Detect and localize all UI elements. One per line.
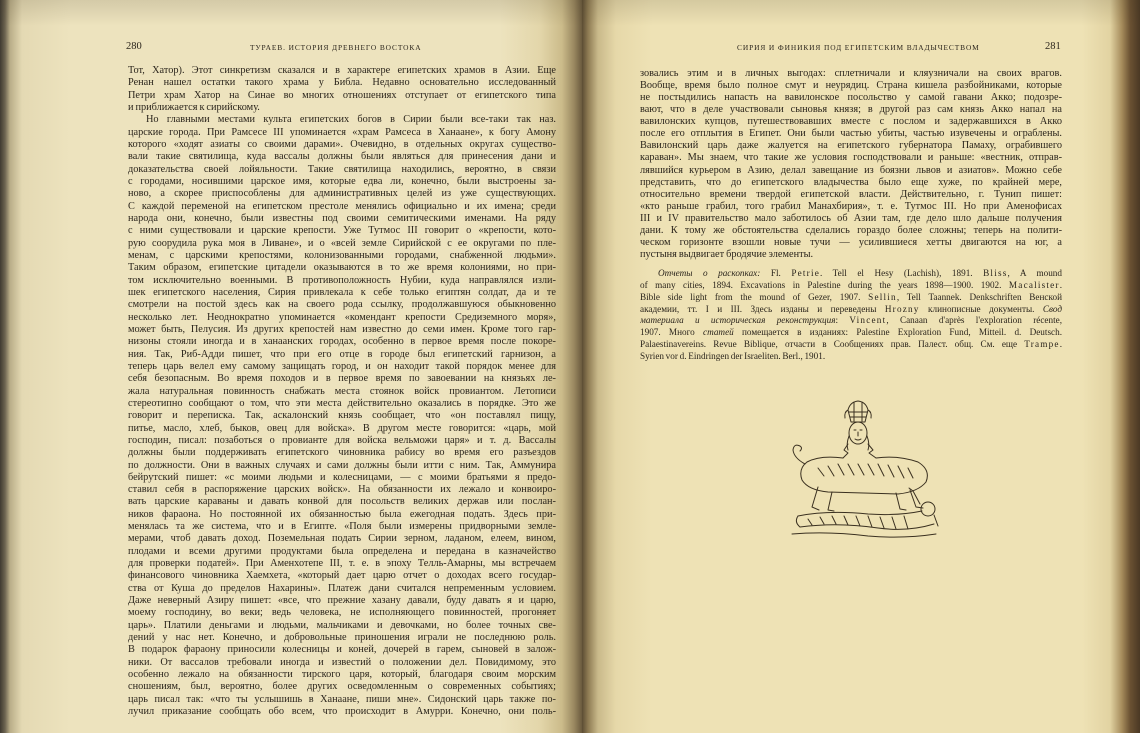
bibliography-line: [640, 292, 1062, 304]
bibliography-segment: помещается в изданиях: Palestine Exploration Fund, Mitteil. d. Deutsch.: [733, 327, 1062, 338]
text-line: III и IV правительство мало заботилось об Азии там, где дело шло дальше получения: [640, 212, 1062, 224]
right-page: [582, 0, 1140, 733]
bibliography-line: [640, 280, 1062, 292]
bibliography-segment: Petrie: [791, 268, 820, 278]
text-line: особенно лежало на обязанности тирского царя, который, благодаря своим морским: [128, 669, 556, 681]
bibliography-segment: Macalister: [1008, 279, 1060, 290]
text-line: низоны стояли иногда и в ханаанских городах, особенно в первое время после покоре-: [128, 336, 556, 348]
running-head-left: ТУРАЕВ. ИСТОРИЯ ДРЕВНЕГО ВОСТОКА: [250, 43, 422, 52]
right-body-text: [640, 68, 1062, 261]
bibliography-segment: статей: [703, 327, 734, 338]
text-line: финансового чиновника Хаемхета, «который дает царю отчет о доходах всего государ-: [128, 570, 556, 582]
text-line: ния. Так, Риб-Адди пишет, что при его отце в городе был египетский гарнизон, а: [128, 348, 556, 360]
bibliography-segment: :: [835, 315, 850, 326]
fallen-figure: [792, 488, 938, 537]
bibliography-segment: 1907. Много: [640, 327, 704, 338]
text-line: С каждой переменой на египетском престоле менялись официально и их имена; среди: [128, 200, 556, 212]
bibliography-segment: .: [1059, 279, 1062, 290]
text-line: вают, что в деле участвовали сыновья князя; в другой раз сам князь Акко напал на: [640, 104, 1062, 116]
sphinx-head: [847, 422, 869, 450]
text-line: царские города. При Рамсесе III упоминается «храм Рамсеса в Ханаане», к богу Амону: [128, 126, 556, 138]
text-line: Вавилонский царь даже жалуется на египетского губернатора Памаху, ограбившего: [640, 140, 1062, 152]
text-line: Таким образом, египетские цитадели оказываются в то же время колониями, но при-: [128, 262, 556, 274]
bibliography-segment: Vincent: [849, 315, 887, 326]
bibliography-line: [640, 268, 1062, 280]
text-line: лявшийся курьером в Азию, делал завещание из боязни львов и азиатов». Можно себе: [640, 164, 1062, 176]
bibliography-segment: клинописные документы.: [919, 303, 1043, 314]
text-line: после его отплытия в Египет. Они были частью убиты, частью изувечены и ограблены.: [640, 128, 1062, 140]
text-line: питье, масло, хлеб, быков, овец для войска». В другом месте говорится: «царь, мой: [128, 422, 556, 434]
text-line: Ренан нашел остатки такого храма у Библа. Недавно основательно исследованный: [128, 77, 556, 89]
bibliography-segment: Palaestinavereins. Revue Biblique, отчасти в Сообщениях прав. Палест. общ. См. еще: [640, 339, 1025, 350]
bibliography-segment: Sellin: [868, 291, 897, 302]
text-line: Но главными местами культа египетских богов в Сирии были все-таки так наз.: [146, 114, 556, 126]
text-line: шек египетского населения, Сирия привлекала к себе только египтян солдат, да и те: [128, 286, 556, 298]
bibliography-segment: Bliss: [983, 268, 1008, 278]
text-line: с ними существовали и царские крепости. Уже Тутмос III говорит о «крепости, кото-: [128, 225, 556, 237]
bibliography-segment: Свод: [1042, 303, 1062, 314]
text-line: вали такие святилища, куда вассалы должны были являться для принесения дани и: [128, 151, 556, 163]
text-line: представить, что до египетского владычества было еще хуже, по крайней мере,: [640, 176, 1062, 188]
text-line: и приближается к сирийскому.: [128, 101, 260, 113]
text-line: рую соорудила рука моя в Ливане», и о «всей земле Сирийской с ее округами по пле-: [128, 237, 556, 249]
text-line: мерами, чтоб давать доход. Поземельная подать Сирии зерном, ладаном, елеем, вином,: [128, 533, 556, 545]
text-line: для проверки податей». При Аменхотепе III, т. е. в эпоху Телль-Амарны, мы встречаем: [128, 558, 556, 570]
bibliography-segment: Hrozny: [884, 303, 920, 314]
text-line: менам, с царскими крепостями, колонизованными городами, снабженной людьми».: [128, 249, 556, 261]
text-line: зовались этим и в личных выгодах: сплетничали и кляузничали на своих врагов.: [640, 68, 1062, 79]
text-line: Тот, Хатор). Этот синкретизм сказался и в характере египетских храмов в Азии. Еще: [128, 65, 556, 76]
text-line: не постыдились напасть на вавилонское посольство у самой гавани Акко; подозре-: [640, 92, 1062, 104]
bibliography-segment: , A mound: [1007, 268, 1062, 278]
text-line: караван». Мы знаем, что такие же условия господствовали и раньше: «вестник, отправ-: [640, 152, 1062, 164]
text-line: «кто раньше грабил, того грабил Манахбирия», т. е. Тутмос III. Но при Аменофисах: [640, 200, 1062, 212]
text-line: ново, а скорее приспособлены для административных целей из уже существующих.: [128, 188, 556, 200]
page-number-left: 280: [126, 41, 142, 52]
bibliography-note: [640, 268, 1062, 363]
text-line: моему господину, во веки; ведь человека, не исполняющего повинностей, прогоняет: [128, 607, 556, 619]
text-line: царь». Платили деньгами и людьми, мальчиками и девочками, но более точных све-: [128, 619, 556, 631]
text-line: том исключительно военными. В противоположность Нубии, куда направлялся изли-: [128, 274, 556, 286]
text-line: доказательства своей лойяльности. Такие святилища находились, вероятно, в связи: [128, 163, 556, 175]
text-line: народа они, конечно, были известны под своими семитическими именами. На ряду: [128, 212, 556, 224]
text-line: которого «ходят азиаты со своими дарами». Очевидно, в отдельных округах существо-: [128, 138, 556, 150]
text-line: с городами, носившими царское имя, которые едва ли, конечно, были выстроены за-: [128, 175, 556, 187]
bibliography-line: [640, 315, 1062, 327]
text-line: Вообще, время было полное смут и неурядиц. Страна кишела разбойниками, которые: [640, 80, 1062, 92]
text-line: пустыня выдвигает бродячие элементы.: [640, 248, 814, 260]
text-line: ства от Куша до пределов Нахарины». Платеж дани считался непременным условием.: [128, 582, 556, 594]
bibliography-segment: академии, тт. I и III. Здесь изданы и переведены: [640, 303, 885, 314]
bibliography-segment: Trampe: [1024, 339, 1060, 350]
text-line: жала натуральная повинность снабжать места стоянок войск провиантом. Летописи: [128, 385, 556, 397]
text-line: должны были поддерживать египетского чиновника рабису во время его разъездов: [128, 447, 556, 459]
text-line: Петри храм Хатор на Синае во многих отношениях отступает от египетского типа: [128, 89, 556, 101]
bibliography-line: [640, 304, 1062, 316]
text-line: смотрели на постой здесь как на своего рода ссылку, продолжавшуюся обыкновенно: [128, 299, 556, 311]
text-line: может быть, Пелусия. Из других крепостей нам известно до семи имен. Кроме того гар-: [128, 323, 556, 335]
text-line: дений у нас нет. Конечно, и добровольные приношения играли не последнюю роль.: [128, 632, 556, 644]
text-line: теперь царь велел ему самому защищать город, и он находит такой порядок менее для: [128, 360, 556, 372]
text-line: говорит и переписка. Так, аскалонский князь сообщает, что «он поставлял пищу,: [128, 410, 556, 422]
running-head-right: СИРИЯ И ФИНИКИЯ ПОД ЕГИПЕТСКИМ ВЛАДЫЧЕСТВОМ: [737, 43, 980, 52]
text-line: бейрутский пишет: «с моими людьми и колесницами, — с моими братьями я предо-: [128, 471, 556, 483]
text-line: по должности. Они в важных случаях и сами должны были итти с ним. Так, Аммунира: [128, 459, 556, 471]
bibliography-line: [640, 327, 1062, 339]
text-line: дани. К тому же обстоятельства сделались гораздо более сложны; теперь на полити-: [640, 224, 1062, 236]
text-line: сношениям, был, вероятно, более других осведомленным о современных событиях;: [128, 681, 556, 693]
text-line: ников фараона. Но постоянной их обязанностью была ежегодная подать. Здесь при-: [128, 508, 556, 520]
text-line: плодами и всеми другими продуктами была определена и передана в казначейство: [128, 545, 556, 557]
text-line: ставил себя в распоряжение царских войск». На обязанности их лежало и конвоиро-: [128, 484, 556, 496]
bibliography-segment: Fl.: [760, 268, 792, 278]
text-line: ники. От вассалов требовали иногда и известий о положении дел. Повидимому, это: [128, 656, 556, 668]
bibliography-segment: Отчеты о раскопках:: [658, 268, 761, 278]
bibliography-segment: , Canaan d'après l'exploration récente,: [886, 315, 1062, 326]
bibliography-segment: of many cities, 1894. Excavations in Palestine during the years 1898—1900. 1902.: [640, 279, 1009, 290]
left-body-text: [128, 65, 556, 718]
text-line: царь писал так: «что ты услышишь в Ханаане, пиши мне». Сидонский царь также по-: [128, 693, 556, 705]
text-line: себя безопасным. Во время походов и в первое время по завоевании на князьях ле-: [128, 373, 556, 385]
text-line: Даже неверный Азиру пишет: «все, что прежние хазану давали, буду давать я и царю,: [128, 595, 556, 607]
bibliography-line: [640, 339, 1062, 351]
text-line: лучил приказание сообщать обо всем, что происходит в Амурри. Конечно, они поль-: [128, 706, 556, 718]
bibliography-segment: , Tell Taannek. Denkschriften Венской: [896, 291, 1062, 302]
text-line: несколько лет. Неоднократно упоминается «комендант крепости Средиземного моря»,: [128, 311, 556, 323]
text-line: вать царские караваны и давать конвой для посольств великих держав или послан-: [128, 496, 556, 508]
page-number-right: 281: [1045, 41, 1061, 52]
bibliography-segment: Syrien vor d. Eindringen der Israeliten. Berl., 1901.: [640, 351, 826, 362]
lion-body: [793, 444, 927, 511]
text-line: господин, писал: позаботься о провианте для войска вельможи царя» и т. д. Вассалы: [128, 434, 556, 446]
text-line: менялась та же система, что и в Египте. «Поля были измерены придворными земле-: [128, 521, 556, 533]
text-line: В подарок фараону приносили колесницы и коней, дочерей в гарем, сыновей в залож-: [128, 644, 556, 656]
text-line: ческом горизонте взошли новые тучи — усилившиеся хетты двигаются на юг, а: [640, 236, 1062, 248]
bibliography-segment: .: [1059, 339, 1062, 350]
bibliography-line: [640, 351, 1062, 363]
text-line: вавилонских купцов, путешествовавших вместе с послом и задержавшихся в Акко: [640, 116, 1062, 128]
crown: [845, 401, 871, 422]
bibliography-segment: Bible side light from the mound of Gezer, 1907.: [640, 291, 869, 302]
bibliography-segment: . Tell el Hesy (Lachish), 1891.: [819, 268, 984, 278]
text-line: стереотипно сообщают о том, что эти места действительно оказались в порядке. Это же: [128, 397, 556, 409]
text-line: относительно времени твердой египетской власти. Действительно, г. Тунип пишет:: [640, 188, 1062, 200]
bibliography-segment: материала и историческая реконструкция: [640, 315, 836, 326]
sphinx-illustration: [788, 398, 940, 543]
